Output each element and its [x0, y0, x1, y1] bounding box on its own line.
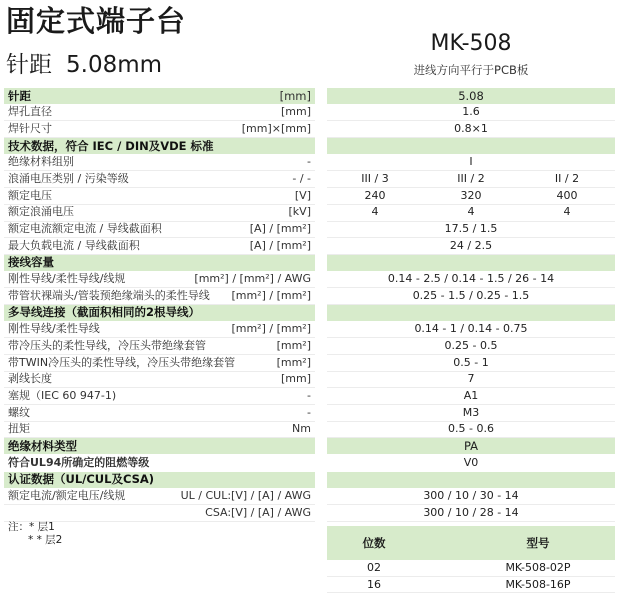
spec-row	[4, 489, 315, 506]
footnote-1: 注：* 层1	[8, 521, 55, 533]
spec-value: 0.14 - 1 / 0.14 - 0.75	[414, 322, 528, 336]
section-header-value-row	[327, 138, 615, 155]
models-table	[327, 526, 615, 593]
spec-value-row	[327, 388, 615, 405]
spec-unit: [mm²] / [mm²]	[231, 288, 311, 302]
spec-value-row	[327, 355, 615, 372]
spec-value-row	[327, 155, 615, 172]
model-cell: MK-508-16P	[505, 578, 571, 592]
spec-value: 4	[563, 205, 571, 219]
spec-row	[4, 505, 315, 522]
section-header-row	[4, 138, 315, 155]
spec-value: 400	[556, 188, 578, 202]
spec-value: 0.5 - 0.6	[448, 422, 494, 436]
spec-unit: Nm	[292, 422, 311, 436]
spec-value: 300 / 10 / 28 - 14	[423, 505, 519, 519]
spec-unit: [mm²] / [mm²]	[231, 322, 311, 336]
spec-value-row	[327, 171, 615, 188]
table-row	[327, 560, 615, 577]
spec-label: 最大负载电流 / 导线截面积	[8, 238, 140, 252]
model-name: MK-508	[430, 31, 512, 56]
section-header-value-row	[327, 255, 615, 272]
spec-label: 绝缘材料组别	[8, 155, 74, 169]
spec-label: 浪涌电压类别 / 污染等级	[8, 171, 129, 185]
spec-value-row	[327, 322, 615, 339]
spec-value-row	[327, 405, 615, 422]
spec-value: II / 2	[554, 171, 580, 185]
spec-row	[4, 322, 315, 339]
pitch-label: 针距	[6, 52, 52, 78]
pitch-subtitle	[6, 50, 162, 80]
spec-value-row	[327, 505, 615, 522]
spec-unit: [mm]	[279, 88, 311, 103]
spec-value: 7	[467, 372, 475, 386]
spec-label: 符合UL94所确定的阻燃等级	[8, 455, 150, 469]
table-row	[327, 577, 615, 594]
spec-row	[4, 121, 315, 138]
spec-label: 额定浪涌电压	[8, 205, 74, 219]
spec-unit: [mm]	[280, 105, 311, 119]
spec-value: 17.5 / 1.5	[444, 222, 498, 235]
spec-label: 额定电压	[8, 188, 52, 202]
spec-value: 0.25 - 0.5	[444, 338, 498, 352]
spec-unit: CSA:[V] / [A] / AWG	[205, 505, 311, 519]
spec-label: 绝缘材料类型	[8, 438, 77, 453]
spec-unit: [A] / [mm²]	[249, 238, 311, 252]
section-header-value-row	[327, 305, 615, 322]
spec-row	[4, 188, 315, 205]
spec-value-row	[327, 188, 615, 205]
spec-label: 带冷压头的柔性导线，冷压头带绝缘套管	[8, 338, 206, 352]
spec-row	[4, 372, 315, 389]
spec-value-row	[327, 288, 615, 305]
spec-row	[4, 355, 315, 372]
spec-value: 240	[364, 188, 386, 202]
spec-row	[4, 388, 315, 405]
spec-label: 带TWIN冷压头的柔性导线，冷压头带绝缘套管	[8, 355, 236, 369]
spec-value-row	[327, 455, 615, 472]
section-header-row	[4, 438, 315, 455]
spec-value: M3	[462, 405, 480, 419]
spec-value-row	[327, 372, 615, 389]
spec-row	[4, 455, 315, 472]
spec-value: I	[469, 155, 473, 169]
model-cell: MK-508-02P	[505, 561, 571, 575]
spec-label: 焊针尺寸	[8, 121, 52, 135]
section-header-value-row	[327, 438, 615, 455]
spec-label: 焊孔直径	[8, 105, 52, 119]
spec-value-row	[327, 272, 615, 289]
spec-value: A1	[463, 388, 479, 402]
spec-row	[4, 171, 315, 188]
spec-value: III / 2	[457, 171, 485, 185]
spec-label: 额定电流额定电流 / 导线截面积	[8, 222, 162, 235]
spec-row	[4, 405, 315, 422]
spec-value: PA	[463, 438, 479, 453]
spec-value-row	[327, 489, 615, 506]
section-header-value-row	[327, 88, 615, 105]
spec-unit: [A] / [mm²]	[249, 222, 311, 235]
spec-label: 针距	[8, 88, 31, 103]
spec-unit: [mm]	[280, 372, 311, 386]
spec-label: 多导线连接（截面积相同的2根导线）	[8, 305, 200, 320]
spec-label: 螺纹	[8, 405, 30, 419]
spec-unit: [kV]	[288, 205, 311, 219]
footnotes	[8, 521, 62, 547]
spec-value: III / 3	[361, 171, 389, 185]
spec-value: 5.08	[458, 88, 484, 103]
spec-unit: -	[307, 388, 311, 402]
spec-value: 1.6	[462, 105, 480, 119]
spec-label: 认证数据（UL/CUL及CSA)	[8, 472, 155, 487]
section-header-value-row	[327, 472, 615, 489]
spec-value-row	[327, 338, 615, 355]
spec-label: 接线容量	[8, 255, 54, 270]
section-header-row	[4, 305, 315, 322]
spec-label: 扭矩	[8, 422, 30, 436]
positions-cell: 16	[367, 578, 381, 592]
spec-label: 刚性导线/柔性导线/线规	[8, 272, 126, 286]
spec-unit: UL / CUL:[V] / [A] / AWG	[180, 489, 311, 502]
spec-label: 技术数据，符合 IEC / DIN及VDE 标准	[8, 138, 214, 153]
spec-label: 刚性导线/柔性导线	[8, 322, 100, 336]
spec-row	[4, 238, 315, 255]
spec-value: 0.5 - 1	[453, 355, 489, 369]
spec-unit: - / -	[292, 171, 311, 185]
spec-row	[4, 288, 315, 305]
spec-row	[4, 222, 315, 239]
spec-row	[4, 105, 315, 122]
col-header-positions: 位数	[362, 536, 386, 550]
spec-value: 4	[467, 205, 475, 219]
spec-unit: [mm²]	[276, 355, 311, 369]
spec-value-row	[327, 205, 615, 222]
spec-unit: -	[307, 155, 311, 169]
spec-value: 24 / 2.5	[449, 238, 493, 252]
spec-value-row	[327, 422, 615, 439]
spec-label: 剥线长度	[8, 372, 52, 386]
spec-unit: [mm]×[mm]	[241, 121, 311, 135]
spec-value-row	[327, 222, 615, 239]
spec-unit: [mm²] / [mm²] / AWG	[194, 272, 311, 286]
spec-value: V0	[463, 455, 479, 469]
spec-value: 0.25 - 1.5 / 0.25 - 1.5	[412, 288, 530, 302]
spec-row	[4, 155, 315, 172]
spec-row	[4, 422, 315, 439]
section-header-row	[4, 88, 315, 105]
models-table-header	[327, 526, 615, 560]
spec-label: 额定电流/额定电压/线规	[8, 489, 126, 502]
pitch-value: 5.08mm	[66, 52, 163, 78]
spec-value-row	[327, 238, 615, 255]
spec-labels-table	[4, 88, 315, 522]
spec-value: 0.14 - 2.5 / 0.14 - 1.5 / 26 - 14	[387, 272, 555, 286]
col-header-model: 型号	[526, 536, 550, 550]
spec-value-row	[327, 105, 615, 122]
spec-unit: [mm²]	[276, 338, 311, 352]
spec-row	[4, 272, 315, 289]
spec-value: 4	[371, 205, 379, 219]
spec-values-table	[327, 88, 615, 522]
model-description: 进线方向平行于PCB板	[413, 63, 529, 77]
section-header-row	[4, 255, 315, 272]
spec-label: 带管状裸端头/管装预绝缘端头的柔性导线	[8, 288, 210, 302]
page-title: 固定式端子台	[6, 4, 187, 38]
positions-cell: 02	[367, 561, 381, 575]
footnote-2: * * 层2	[28, 534, 63, 546]
spec-unit: -	[307, 405, 311, 419]
spec-label: 塞规（IEC 60 947-1)	[8, 388, 117, 402]
spec-value: 0.8×1	[454, 121, 488, 135]
spec-value-row	[327, 121, 615, 138]
spec-unit: [V]	[294, 188, 311, 202]
section-header-row	[4, 472, 315, 489]
spec-value: 300 / 10 / 30 - 14	[423, 489, 519, 502]
spec-value: 320	[460, 188, 482, 202]
spec-row	[4, 205, 315, 222]
spec-row	[4, 338, 315, 355]
